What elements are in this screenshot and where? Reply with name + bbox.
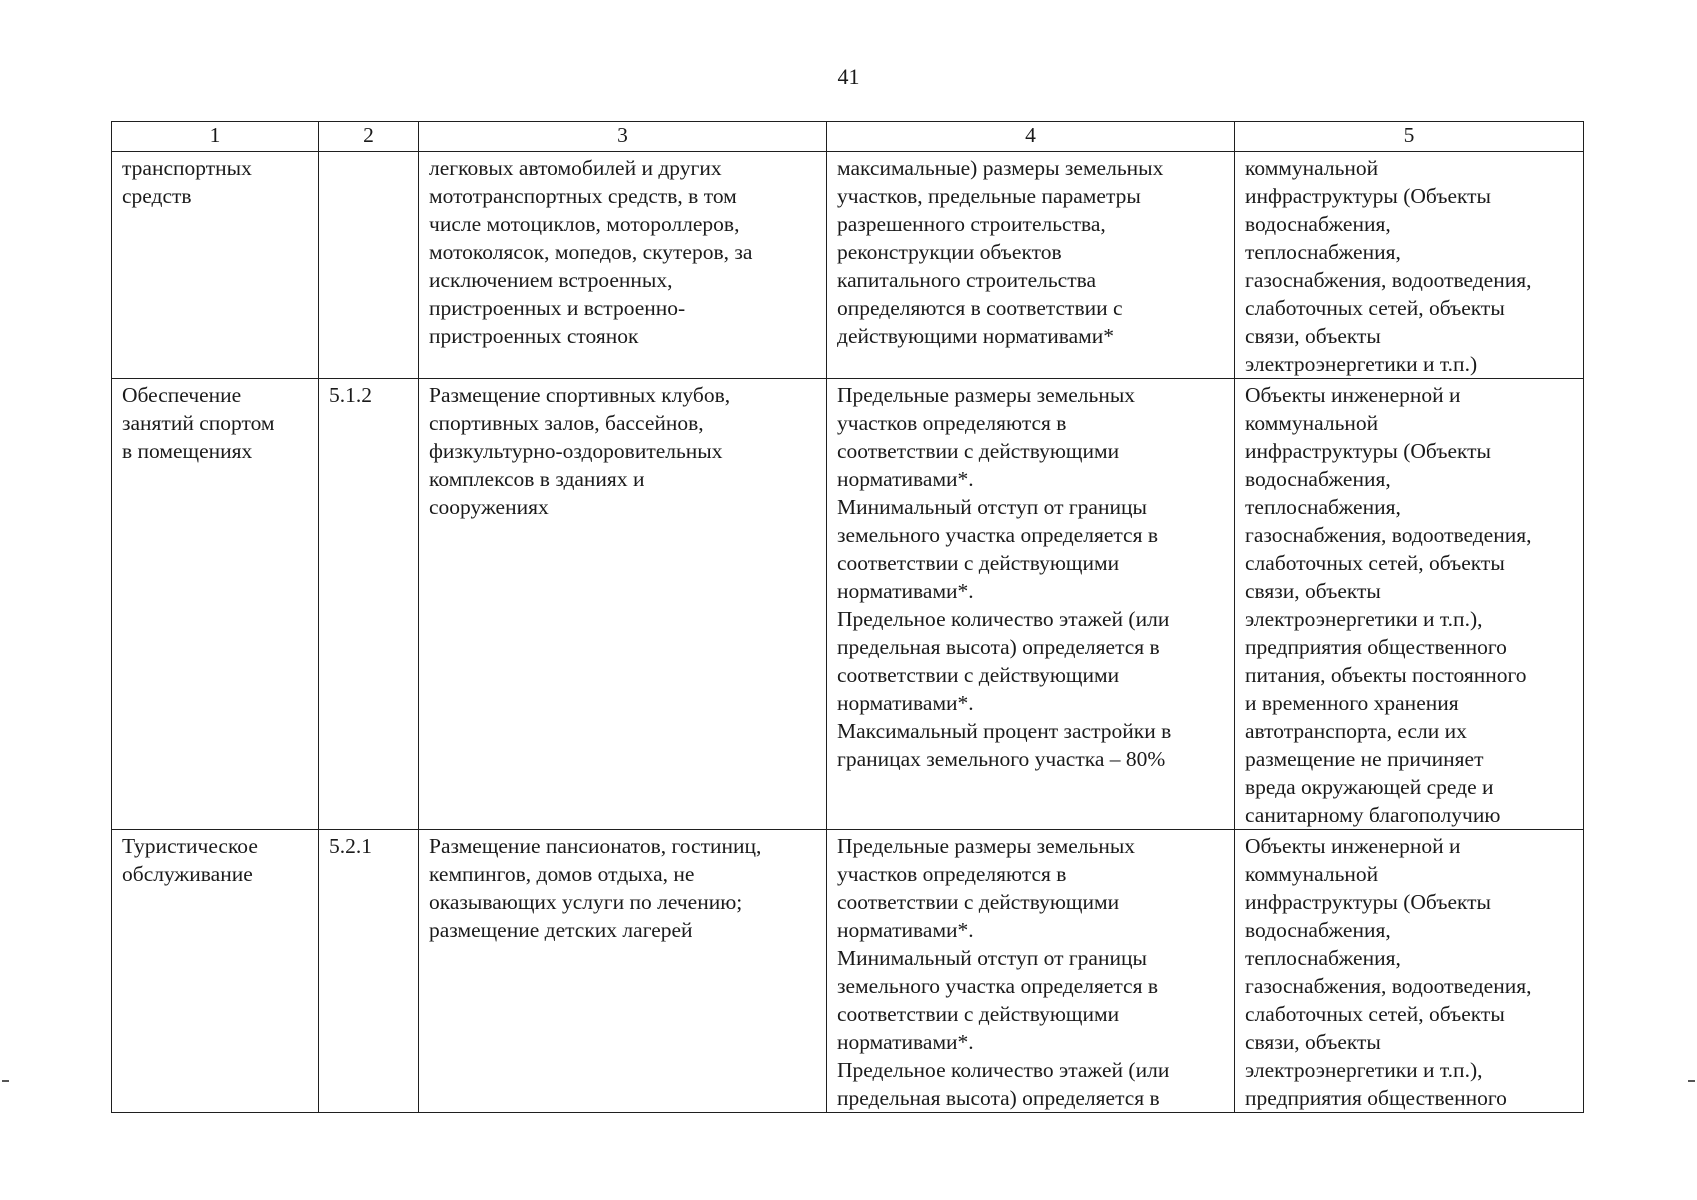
- column-header-1: 1: [112, 122, 319, 152]
- use-description-cell: Размещение пансионатов, гостиниц, кемпингов, домов отдыха, не оказывающих услуги по лечению; размещение детских лагерей: [419, 830, 827, 1113]
- auxiliary-uses-cell: коммунальной инфраструктуры (Объекты водоснабжения, теплоснабжения, газоснабжения, водоотведения, слаботочных сетей, объекты связи, объекты электроэнергетики и т.п.): [1235, 152, 1584, 379]
- use-code-cell: 5.1.2: [319, 379, 419, 830]
- land-use-table: [111, 121, 1584, 1113]
- table-row: [112, 830, 1584, 1113]
- column-header-4: 4: [827, 122, 1235, 152]
- table-row: [112, 379, 1584, 830]
- scan-margin-mark: [1688, 1080, 1695, 1082]
- use-code-cell: 5.2.1: [319, 830, 419, 1113]
- column-header-3: 3: [419, 122, 827, 152]
- auxiliary-uses-cell: Объекты инженерной и коммунальной инфраструктуры (Объекты водоснабжения, теплоснабжения, газоснабжения, водоотведения, слаботочных сетей, объекты связи, объекты электроэнергетики и т.п.), предприятия общественного: [1235, 830, 1584, 1113]
- table-header-row: [112, 122, 1584, 152]
- auxiliary-uses-cell: Объекты инженерной и коммунальной инфраструктуры (Объекты водоснабжения, теплоснабжения, газоснабжения, водоотведения, слаботочных сетей, объекты связи, объекты электроэнергетики и т.п.), предприятия общественного питания, объекты постоянного и временного хранения автотранспорта, если их размещение не причиняет вреда окружающей среде и санитарному благополучию: [1235, 379, 1584, 830]
- use-description-cell: легковых автомобилей и других мототранспортных средств, в том числе мотоциклов, мотороллеров, мотоколясок, мопедов, скутеров, за исключением встроенных, пристроенных и встроенно- пристроенных стоянок: [419, 152, 827, 379]
- column-header-2: 2: [319, 122, 419, 152]
- parameters-cell: максимальные) размеры земельных участков, предельные параметры разрешенного строительства, реконструкции объектов капитального строительства определяются в соответствии с действующими нормативами*: [827, 152, 1235, 379]
- use-description-cell: Размещение спортивных клубов, спортивных залов, бассейнов, физкультурно-оздоровительных комплексов в зданиях и сооружениях: [419, 379, 827, 830]
- use-code-cell: [319, 152, 419, 379]
- parameters-cell: Предельные размеры земельных участков определяются в соответствии с действующими нормативами*. Минимальный отступ от границы земельного участка определяется в соответствии с действующими нормативами*. Предельное количество этажей (или предельная высота) определяется в соответствии с действующими нормативами*. Максимальный процент застройки в границах земельного участка – 80%: [827, 379, 1235, 830]
- use-name-cell: Обеспечение занятий спортом в помещениях: [112, 379, 319, 830]
- table-row: [112, 152, 1584, 379]
- use-name-cell: Туристическое обслуживание: [112, 830, 319, 1113]
- use-name-cell: транспортных средств: [112, 152, 319, 379]
- page-number: 41: [837, 64, 860, 89]
- scan-margin-mark: [2, 1080, 9, 1082]
- parameters-cell: Предельные размеры земельных участков определяются в соответствии с действующими нормативами*. Минимальный отступ от границы земельного участка определяется в соответствии с действующими нормативами*. Предельное количество этажей (или предельная высота) определяется в: [827, 830, 1235, 1113]
- column-header-5: 5: [1235, 122, 1584, 152]
